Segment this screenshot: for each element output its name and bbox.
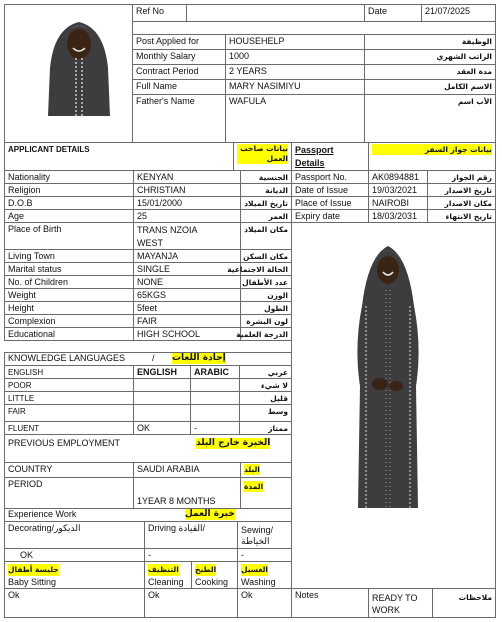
contract-ar: مدة العقد bbox=[364, 64, 496, 80]
passport-title-ar: بيانات جواز السفر bbox=[372, 144, 492, 155]
full-name-label: Full Name bbox=[132, 79, 226, 95]
lang-fair-english[interactable] bbox=[133, 404, 191, 422]
educational-label: Educational bbox=[4, 327, 134, 341]
date-of-issue-value[interactable]: 19/03/2021 bbox=[368, 183, 428, 197]
nationality-ar: الجنسية bbox=[240, 170, 292, 184]
passport-no-value[interactable]: AK0894881 bbox=[368, 170, 428, 184]
period-value: 1YEAR 8 MONTHS bbox=[137, 496, 216, 506]
contract-value[interactable]: 2 YEARS bbox=[225, 64, 365, 80]
complexion-value[interactable]: FAIR bbox=[133, 314, 241, 328]
salary-label: Monthly Salary bbox=[132, 49, 226, 65]
expiry-date-ar: تاريخ الانتهاء bbox=[427, 209, 496, 223]
top-spacer bbox=[132, 21, 496, 35]
marital-status-ar: الحالة الاجتماعية bbox=[240, 262, 292, 276]
cooking-label: Cooking bbox=[195, 577, 229, 587]
country-ar: البلد bbox=[244, 465, 260, 474]
experience-title-ar: خبرة العمل bbox=[185, 509, 235, 519]
lang-little-arabic[interactable] bbox=[190, 391, 240, 405]
lang-poor-ar: لا شيء bbox=[239, 378, 292, 392]
passport-no-label: Passport No. bbox=[291, 170, 369, 184]
height-ar: الطول bbox=[240, 301, 292, 315]
cleaning-value[interactable]: Ok bbox=[144, 588, 238, 618]
washing-ar: الغسيل bbox=[241, 565, 269, 574]
expiry-date-label: Expiry date bbox=[291, 209, 369, 223]
educational-ar: الدرجة العلمية bbox=[240, 327, 292, 341]
height-label: Height bbox=[4, 301, 134, 315]
no-of-children-value[interactable]: NONE bbox=[133, 275, 241, 289]
no-of-children-label: No. of Children bbox=[4, 275, 134, 289]
educational-value[interactable]: HIGH SCHOOL bbox=[133, 327, 241, 341]
languages-title: KNOWLEDGE LANGUAGES bbox=[8, 353, 126, 363]
father-name-ar: الأب اسم bbox=[364, 94, 496, 143]
languages-title-ar: إجادة اللغات bbox=[172, 353, 226, 363]
nationality-value[interactable]: KENYAN bbox=[133, 170, 241, 184]
washing-value[interactable]: Ok bbox=[237, 588, 292, 618]
lang-col-english: ENGLISH bbox=[133, 365, 191, 379]
lang-little-ar: قليل bbox=[239, 391, 292, 405]
nationality-label: Nationality bbox=[4, 170, 134, 184]
weight-label: Weight bbox=[4, 288, 134, 302]
father-name-value[interactable]: WAFULA bbox=[225, 94, 365, 143]
notes-value[interactable]: READY TO WORK bbox=[368, 588, 433, 618]
lang-poor-label: POOR bbox=[4, 378, 134, 392]
languages-slash: / bbox=[152, 353, 155, 363]
babysitting-cell bbox=[4, 561, 145, 589]
employment-title: PREVIOUS EMPLOYMENT bbox=[8, 438, 121, 448]
decorating-label: Decorating/الديكور bbox=[4, 521, 145, 549]
sewing-label-ar: الخياطة bbox=[241, 536, 270, 546]
height-value[interactable]: 5feet bbox=[133, 301, 241, 315]
ref-no-value[interactable] bbox=[186, 4, 365, 22]
age-label: Age bbox=[4, 209, 134, 223]
passport-details-title: Passport Details bbox=[291, 142, 369, 171]
lang-col-arabic: ARABIC bbox=[190, 365, 240, 379]
cleaning-cell bbox=[144, 561, 192, 589]
age-value[interactable]: 25 bbox=[133, 209, 241, 223]
babysitting-label: Baby Sitting bbox=[8, 577, 57, 587]
cooking-ar: الطبخ bbox=[195, 565, 217, 574]
marital-status-value[interactable]: SINGLE bbox=[133, 262, 241, 276]
place-of-birth-value[interactable]: TRANS NZOIA WEST bbox=[133, 222, 241, 250]
lang-header-english-label: ENGLISH bbox=[4, 365, 134, 379]
age-ar: العمر bbox=[240, 209, 292, 223]
sewing-label: Sewing/ bbox=[241, 525, 274, 535]
period-ar: المدة bbox=[244, 482, 264, 491]
complexion-ar: لون البشرة bbox=[240, 314, 292, 328]
weight-ar: الوزن bbox=[240, 288, 292, 302]
post-applied-label: Post Applied for bbox=[132, 34, 226, 50]
religion-value[interactable]: CHRISTIAN bbox=[133, 183, 241, 197]
employment-title-ar: الخبرة خارج البلد bbox=[196, 438, 271, 448]
period-ar-cell bbox=[240, 477, 292, 509]
expiry-date-value[interactable]: 18/03/2031 bbox=[368, 209, 428, 223]
washing-label: Washing bbox=[241, 577, 276, 587]
salary-value[interactable]: 1000 bbox=[225, 49, 365, 65]
lang-little-english[interactable] bbox=[133, 391, 191, 405]
place-of-birth-ar: مكان الميلاد bbox=[240, 222, 292, 250]
notes-label: Notes bbox=[291, 588, 369, 618]
living-town-value[interactable]: MAYANJA bbox=[133, 249, 241, 263]
lang-fluent-english[interactable]: OK bbox=[133, 421, 191, 435]
father-name-label: Father's Name bbox=[132, 94, 226, 143]
date-of-issue-label: Date of Issue bbox=[291, 183, 369, 197]
religion-ar: الديانة bbox=[240, 183, 292, 197]
religion-label: Religion bbox=[4, 183, 134, 197]
contract-label: Contract Period bbox=[132, 64, 226, 80]
date-label: Date bbox=[364, 4, 422, 22]
no-of-children-ar: عدد الأطفال bbox=[240, 275, 292, 289]
experience-title: Experience Work bbox=[8, 509, 77, 519]
place-of-birth-label: Place of Birth bbox=[4, 222, 134, 250]
decorating-value[interactable]: OK bbox=[4, 548, 145, 562]
living-town-ar: مكان السكن bbox=[240, 249, 292, 263]
photo-frame bbox=[4, 4, 133, 143]
lang-fluent-ar: ممتاز bbox=[239, 421, 292, 435]
period-value-cell[interactable] bbox=[133, 477, 241, 509]
lang-poor-arabic[interactable] bbox=[190, 378, 240, 392]
applicant-full-body-photo bbox=[340, 236, 436, 508]
place-of-issue-ar: مكان الاصدار bbox=[427, 196, 496, 210]
cleaning-ar: التنظيف bbox=[148, 565, 179, 574]
lang-fluent-arabic[interactable]: - bbox=[190, 421, 240, 435]
sewing-label-cell bbox=[237, 521, 292, 549]
applicant-title-ar: بيانات صاحب العمل bbox=[237, 144, 288, 164]
passport-no-ar: رقم الجواز bbox=[427, 170, 496, 184]
post-applied-ar: الوظيفة bbox=[364, 34, 496, 50]
country-ar-cell bbox=[240, 462, 292, 478]
lang-fair-label: FAIR bbox=[4, 404, 134, 422]
lang-col-ar: عربي bbox=[239, 365, 292, 379]
babysitting-value[interactable]: Ok bbox=[4, 588, 145, 618]
date-value[interactable]: 21/07/2025 bbox=[421, 4, 496, 22]
d-o-b-ar: تاريخ الميلاد bbox=[240, 196, 292, 210]
notes-ar: ملاحظات bbox=[432, 588, 496, 618]
lang-fair-ar: وسط bbox=[239, 404, 292, 422]
full-name-value[interactable]: MARY NASIMIYU bbox=[225, 79, 365, 95]
ref-no-label: Ref No bbox=[132, 4, 187, 22]
babysitting-ar: جليسة أطفال bbox=[8, 565, 59, 574]
driving-label: Driving القيادة/ bbox=[144, 521, 238, 549]
lang-fluent-label: FLUENT bbox=[4, 421, 134, 435]
place-of-issue-value[interactable]: NAIROBI bbox=[368, 196, 428, 210]
country-value[interactable]: SAUDI ARABIA bbox=[133, 462, 241, 478]
d-o-b-label: D.O.B bbox=[4, 196, 134, 210]
applicant-title-ar-cell bbox=[233, 142, 292, 171]
d-o-b-value[interactable]: 15/01/2000 bbox=[133, 196, 241, 210]
cooking-cell bbox=[191, 561, 238, 589]
full-name-ar: الاسم الكامل bbox=[364, 79, 496, 95]
date-of-issue-ar: تاريخ الاصدار bbox=[427, 183, 496, 197]
weight-value[interactable]: 65KGS bbox=[133, 288, 241, 302]
country-label: COUNTRY bbox=[4, 462, 134, 478]
passport-title-ar-cell bbox=[368, 142, 496, 171]
lang-fair-arabic[interactable] bbox=[190, 404, 240, 422]
washing-cell bbox=[237, 561, 292, 589]
complexion-label: Complexion bbox=[4, 314, 134, 328]
post-applied-value[interactable]: HOUSEHELP bbox=[225, 34, 365, 50]
lang-little-label: LITTLE bbox=[4, 391, 134, 405]
applicant-details-title: APPLICANT DETAILS bbox=[4, 142, 234, 171]
salary-ar: الراتب الشهري bbox=[364, 49, 496, 65]
driving-value[interactable]: - bbox=[144, 548, 238, 562]
period-label: PERIOD bbox=[4, 477, 134, 509]
sewing-value[interactable]: - bbox=[237, 548, 292, 562]
living-town-label: Living Town bbox=[4, 249, 134, 263]
marital-status-label: Marital status bbox=[4, 262, 134, 276]
lang-poor-english[interactable] bbox=[133, 378, 191, 392]
place-of-issue-label: Place of Issue bbox=[291, 196, 369, 210]
cleaning-label: Cleaning bbox=[148, 577, 184, 587]
